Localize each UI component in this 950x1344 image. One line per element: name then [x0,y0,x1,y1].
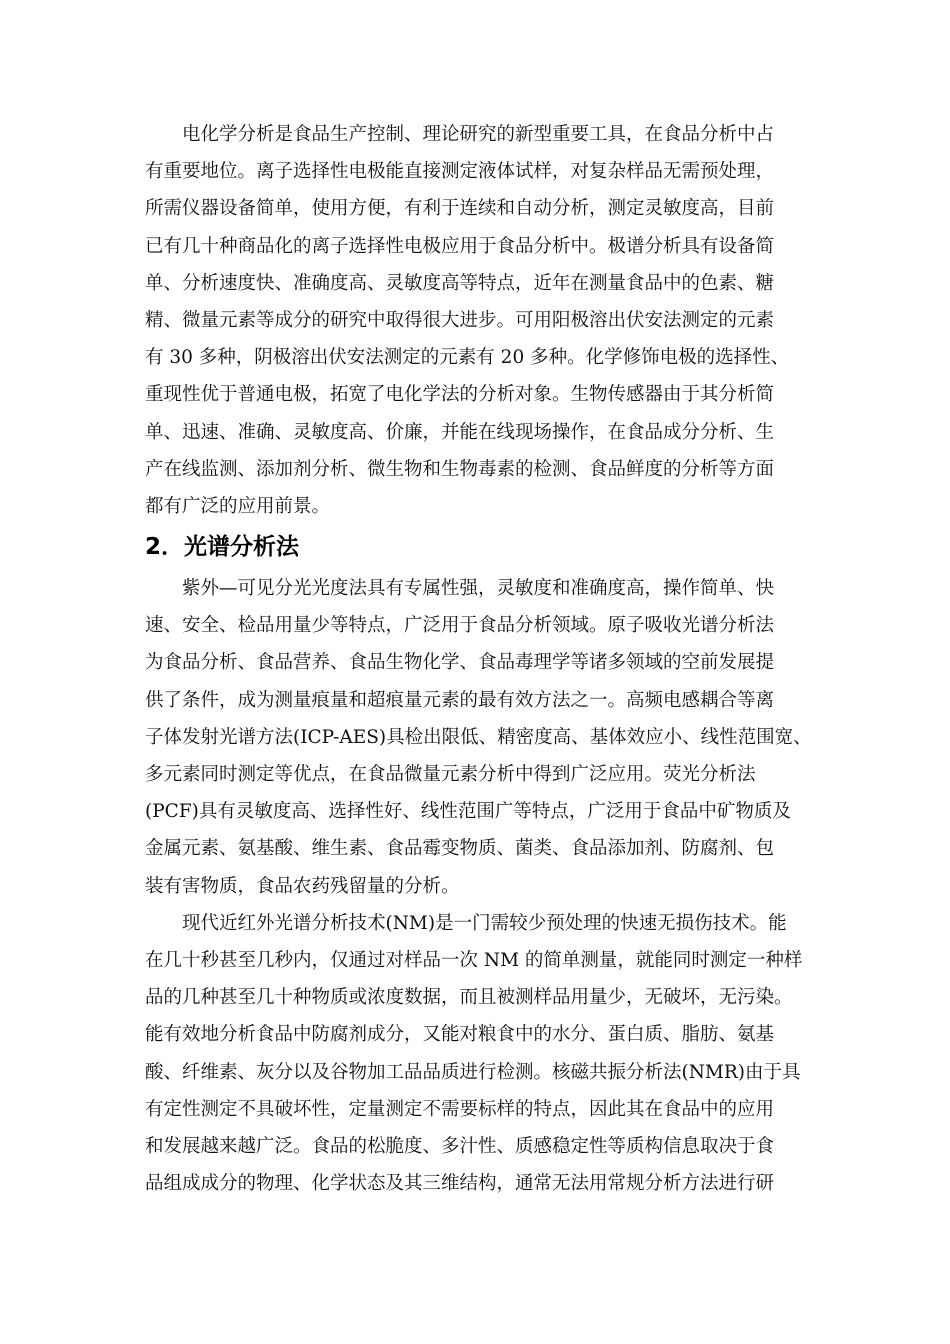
text-line: 精、微量元素等成分的研究中取得很大进步。可用阳极溶出伏安法测定的元素 [145,309,775,331]
text-line: 多元素同时测定等优点，在食品微量元素分析中得到广泛应用。荧光分析法 [145,764,756,785]
text-line: 单、分析速度快、准确度高、灵敏度高等特点，近年在测量食品中的色素、糖 [145,272,775,294]
text-line: 都有广泛的应用前景。 [145,495,331,517]
text-line: 有 30 多种，阴极溶出伏安法测定的元素有 20 多种。化学修饰电极的选择性、 [145,347,790,369]
paragraph-spectrophotometry [145,570,810,905]
text-line: 子体发射光谱方法(ICP-AES)具检出限低、精密度高、基体效应小、线性范围宽、 [145,726,812,748]
text-line: 供了条件，成为测量痕量和超痕量元素的最有效方法之一。高频电感耦合等离 [145,689,775,711]
text-line: 紫外—可见分光光度法具有专属性强，灵敏度和准确度高，操作简单、快 [145,578,775,600]
text-line: (PCF)具有灵敏度高、选择性好、线性范围广等特点，广泛用于食品中矿物质及 [145,801,791,823]
text-line: 速、安全、检品用量少等特点，广泛用于食品分析领域。原子吸收光谱分析法 [145,615,775,637]
text-line: 现代近红外光谱分析技术(NM)是一门需较少预处理的快速无损伤技术。能 [145,912,787,934]
text-line: 单、迅速、准确、灵敏度高、价廉，并能在线现场操作，在食品成分分析、生 [145,421,775,443]
text-line: 品的几种甚至几十种物质或浓度数据，而且被测样品用量少，无破坏，无污染。 [145,987,793,1009]
text-line: 能有效地分析食品中防腐剂成分，又能对粮食中的水分、蛋白质、脂肪、氨基 [145,1024,775,1046]
text-line: 电化学分析是食品生产控制、理论研究的新型重要工具，在食品分析中占 [145,124,775,145]
text-line: 和发展越来越广泛。食品的松脆度、多汁性、质感稳定性等质构信息取决于食 [145,1135,775,1157]
section-heading-spectral-analysis: 2．光谱分析法 [145,534,300,561]
text-line: 所需仪器设备简单，使用方便，有利于连续和自动分析，测定灵敏度高，目前 [145,198,775,220]
text-line: 有定性测定不具破坏性，定量测定不需要标样的特点，因此其在食品中的应用 [145,1098,775,1120]
text-line: 装有害物质，食品农药残留量的分析。 [145,875,460,897]
document-body [145,116,810,1202]
paragraph-electrochemical-analysis [145,116,810,525]
paragraph-near-infrared [145,905,810,1203]
text-line: 有重要地位。离子选择性电极能直接测定液体试样，对复杂样品无需预处理， [145,161,775,183]
text-line: 产在线监测、添加剂分析、微生物和生物毒素的检测、食品鲜度的分析等方面 [145,458,775,480]
text-line: 重现性优于普通电极，拓宽了电化学法的分析对象。生物传感器由于其分析简 [145,384,775,406]
text-line: 品组成成分的物理、化学状态及其三维结构，通常无法用常规分析方法进行研 [145,1173,775,1195]
text-line: 已有几十种商品化的离子选择性电极应用于食品分析中。极谱分析具有设备简 [145,235,775,257]
text-line: 为食品分析、食品营养、食品生物化学、食品毒理学等诸多领域的空前发展提 [145,652,775,674]
text-line: 在几十秒甚至几秒内，仅通过对样品一次 NM 的简单测量，就能同时测定一种样 [145,949,803,971]
text-line: 酸、纤维素、灰分以及谷物加工品品质进行检测。核磁共振分析法(NMR)由于具 [145,1061,801,1083]
text-line: 金属元素、氨基酸、维生素、食品霉变物质、菌类、食品添加剂、防腐剂、包 [145,838,775,860]
